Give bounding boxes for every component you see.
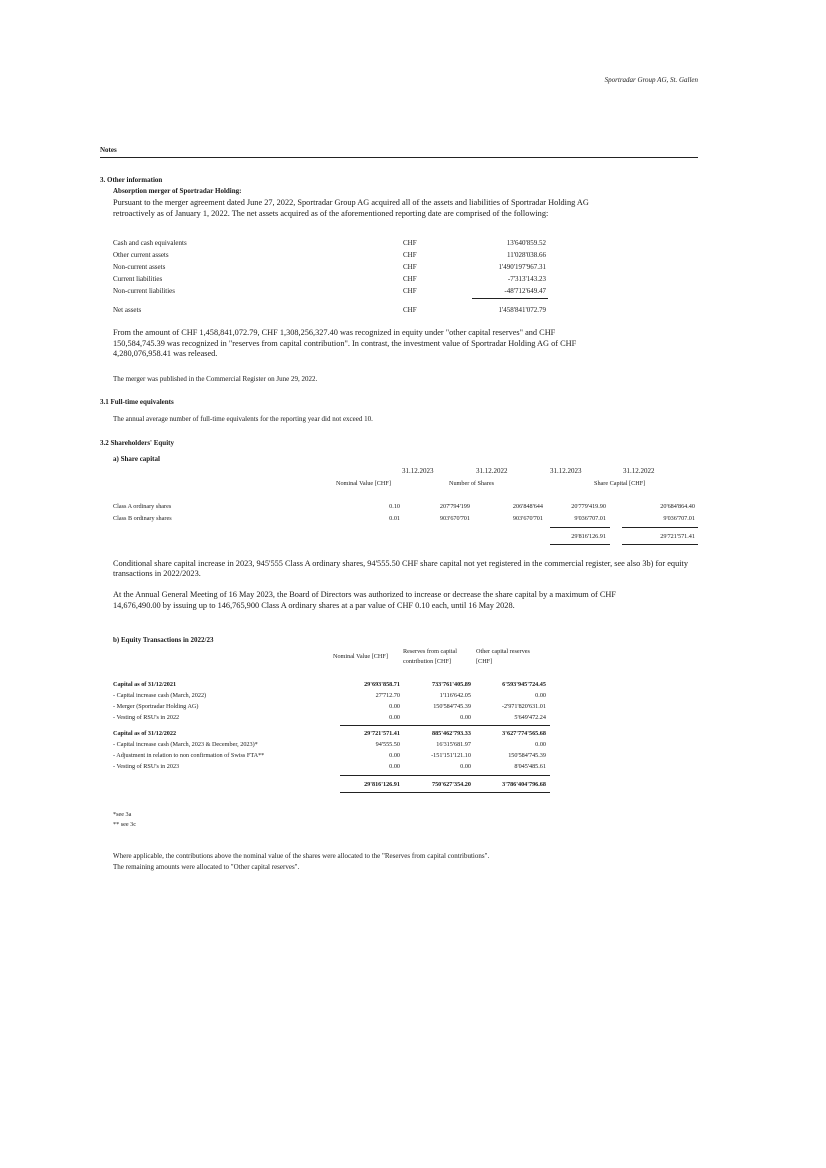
shares-2023: 207'794'199 [439, 503, 470, 510]
capital-2023: 9'036'707.01 [574, 515, 606, 522]
equity-nominal: 94'555.50 [375, 741, 400, 748]
fte-text: The annual average number of full-time equivalents for the reporting year did not exceed 10. [113, 415, 373, 423]
section-3-title: 3. Other information [100, 176, 163, 184]
equity-other: 5'649'472.24 [514, 714, 546, 721]
shares-2022: 206'848'644 [512, 503, 543, 510]
col-nominal-header: Nominal Value [CHF] [333, 653, 388, 660]
equity-row-label: Capital as of 31/12/2022 [113, 730, 177, 737]
asset-currency: CHF [403, 275, 417, 283]
equity-subtotal-rule [340, 725, 550, 726]
equity-other: 6'593'945'724.45 [502, 681, 546, 688]
shares-2022: 903'670'701 [512, 515, 543, 522]
equity-reserves: 0.00 [460, 714, 471, 721]
net-assets-label: Net assets [113, 306, 142, 314]
share-class-label: Class A ordinary shares [113, 503, 172, 510]
col-other-header-2: [CHF] [476, 658, 493, 665]
asset-label: Cash and cash equivalents [113, 239, 187, 247]
col-other-header: Other capital reserves [476, 648, 530, 655]
asset-value: -7'313'143.23 [507, 275, 546, 283]
equity-other: 0.00 [535, 692, 546, 699]
notes-rule [100, 157, 698, 158]
asset-currency: CHF [403, 287, 417, 295]
notes-title: Notes [100, 146, 117, 154]
equity-row-label: - Capital increase cash (March, 2022) [113, 692, 207, 699]
col-reserves-header-2: contribution [CHF] [403, 658, 451, 665]
equity-other: 150'584'745.39 [508, 752, 546, 759]
equity-total-reserves: 750'627'354.20 [431, 781, 471, 788]
equity-reserves: 733'761'405.89 [431, 681, 471, 688]
share-nominal: 0.10 [389, 503, 400, 510]
equity-reserves: 150'584'745.39 [433, 703, 471, 710]
asset-value: 1'490'197'967.31 [498, 263, 546, 271]
merger-publication-text: The merger was published in the Commercial Register on June 29, 2022. [113, 375, 318, 383]
col-date: 31.12.2022 [623, 467, 655, 475]
net-assets-rule [472, 298, 548, 299]
equity-nominal: 0.00 [389, 752, 400, 759]
asset-currency: CHF [403, 263, 417, 271]
equity-total-other: 3'786'404'796.68 [502, 781, 546, 788]
equity-nominal: 0.00 [389, 703, 400, 710]
col-shares-header: Number of Shares [449, 480, 495, 487]
agm-authorization-text: At the Annual General Meeting of 16 May 2023, the Board of Directors was authorized to increase or decrease the share capital by a maximum of CHF 14,676,490.00 by issuing up to 146,765,900 Class A ordinary shares at a par value of CHF 0.10 each, until 16 May 2028. [113, 590, 616, 610]
closing-text-1: Where applicable, the contributions above the nominal value of the shares were allocated to the "Reserves from capital contributions". [113, 852, 490, 860]
section-31-title: 3.1 Full-time equivalents [100, 398, 174, 406]
net-assets-currency: CHF [403, 306, 417, 314]
asset-value: -48'712'649.47 [504, 287, 546, 295]
asset-label: Current liabilities [113, 275, 163, 283]
equity-row-label: - Adjustment in relation to non confirmation of Swiss FTA** [113, 752, 265, 759]
equity-nominal: 0.00 [389, 714, 400, 721]
equity-nominal: 0.00 [389, 763, 400, 770]
merger-subtitle: Absorption merger of Sportradar Holding: [113, 187, 242, 195]
equity-row-label: - Capital increase cash (March, 2023 & December, 2023)* [113, 741, 258, 748]
merger-intro: Pursuant to the merger agreement dated June 27, 2022, Sportradar Group AG acquired all of the assets and liabilities of Sportradar Holding AG retroactively as of January 1, 2022. The net assets acquired as of the aforementioned reporting date are comprised of the following: [113, 198, 589, 218]
equity-nominal: 29'721'571.41 [364, 730, 400, 737]
capital-2022-total-rule [622, 544, 698, 545]
company-header: Sportradar Group AG, St. Gallen [604, 76, 698, 84]
equity-total-underline [340, 792, 550, 793]
capital-2022: 20'684'864.40 [660, 503, 695, 510]
col-nominal-header: Nominal Value [CHF] [336, 480, 391, 487]
net-assets-value: 1'458'841'072.79 [498, 306, 546, 314]
equity-row-label: - Merger (Sportradar Holding AG) [113, 703, 199, 710]
equity-nominal: 27'712.70 [375, 692, 400, 699]
asset-label: Non-current liabilities [113, 287, 176, 295]
equity-tx-title: b) Equity Transactions in 2022/23 [113, 636, 214, 644]
equity-reserves: 0.00 [460, 763, 471, 770]
equity-row-label: - Vesting of RSU's in 2023 [113, 763, 180, 770]
equity-other: 3'627'774'565.68 [502, 730, 546, 737]
capital-2023-rule [550, 527, 610, 528]
footnote-1: *see 3a [113, 811, 132, 818]
equity-nominal: 29'693'858.71 [364, 681, 400, 688]
asset-value: 11'028'038.66 [506, 251, 546, 259]
conditional-capital-note: Conditional share capital increase in 2023, 945'555 Class A ordinary shares, 94'555.50 CHF share capital not yet registered in the commercial register, see also 3b) for equity transactions in 2022/2023. [113, 559, 688, 578]
capital-2022: 9'036'707.01 [663, 515, 695, 522]
equity-row-label: Capital as of 31/12/2021 [113, 681, 177, 688]
col-reserves-header: Reserves from capital [403, 648, 457, 655]
shares-2023: 903'670'701 [439, 515, 470, 522]
equity-other: 0.00 [535, 741, 546, 748]
equity-reserves: 16'315'681.97 [436, 741, 471, 748]
col-date: 31.12.2023 [550, 467, 582, 475]
asset-currency: CHF [403, 239, 417, 247]
equity-reserves: -151'151'121.10 [431, 752, 471, 759]
asset-label: Non-current assets [113, 263, 166, 271]
equity-reserves: 885'462'793.33 [431, 730, 471, 737]
section-32-title: 3.2 Shareholders' Equity [100, 439, 174, 447]
capital-2022-rule [622, 527, 698, 528]
col-date: 31.12.2023 [402, 467, 434, 475]
equity-other: 8'045'485.61 [514, 763, 546, 770]
capital-2023-total-rule [550, 544, 610, 545]
equity-reserves: 1'116'642.05 [439, 692, 471, 699]
capital-total-2023: 29'816'126.91 [571, 533, 606, 540]
closing-text-2: The remaining amounts were allocated to "Other capital reserves". [113, 863, 300, 871]
share-class-label: Class B ordinary shares [113, 515, 172, 522]
share-nominal: 0.01 [389, 515, 400, 522]
share-capital-title: a) Share capital [113, 455, 160, 463]
capital-2023: 20'779'419.90 [571, 503, 606, 510]
capital-total-2022: 29'721'571.41 [660, 533, 695, 540]
asset-value: 13'640'859.52 [506, 239, 546, 247]
equity-other: -2'971'820'631.01 [501, 703, 546, 710]
col-capital-header: Share Capital [CHF] [594, 480, 646, 487]
merger-allocation-text: From the amount of CHF 1,458,841,072.79, CHF 1,308,256,327.40 was recognized in equity under "other capital reserves" and CHF 150,584,745.39 was recognized in "reserves from capital contribution". In contrast, the investment value of Sportradar Holding AG of CHF 4,280,076,958.41 was released. [113, 328, 577, 359]
equity-total-nominal: 29'816'126.91 [364, 781, 400, 788]
asset-currency: CHF [403, 251, 417, 259]
equity-row-label: - Vesting of RSU's in 2022 [113, 714, 180, 721]
col-date: 31.12.2022 [476, 467, 508, 475]
equity-total-rule [340, 775, 550, 776]
footnote-2: ** see 3c [113, 821, 137, 828]
asset-label: Other current assets [113, 251, 169, 259]
